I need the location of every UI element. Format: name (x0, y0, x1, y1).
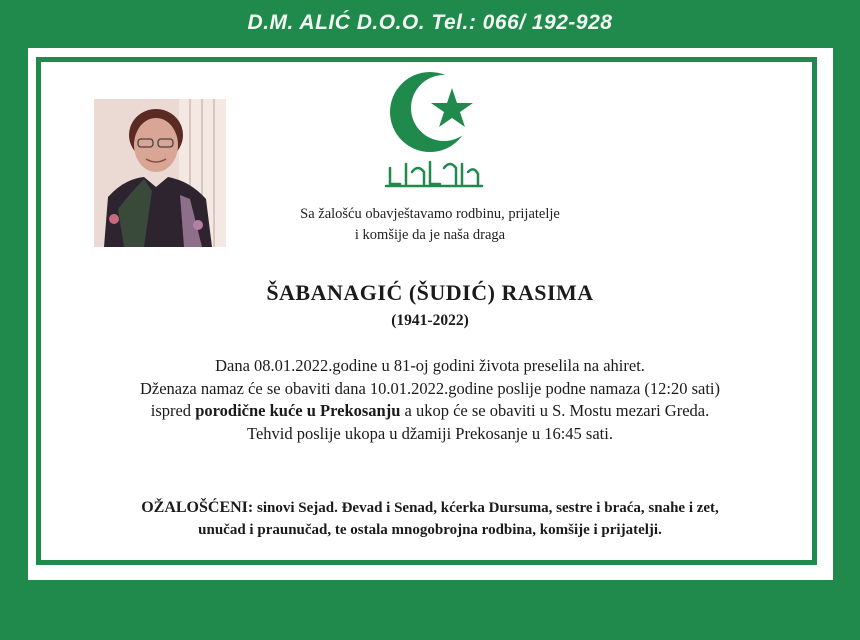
details-line-3 (50, 400, 810, 423)
mourners-line-2: unučad i praunučad, te ostala mnogobrojna rodbina, komšije i prijatelji. (198, 522, 662, 538)
details-line-1: Dana 08.01.2022.godine u 81-oj godini života preselila na ahiret. (215, 356, 645, 375)
mourners-label: OŽALOŠĆENI: (141, 499, 254, 516)
calligraphy-icon (386, 162, 482, 186)
details-line-4: Tehvid poslije ukopa u džamiji Prekosanje u 16:45 sati. (247, 423, 613, 443)
intro-text (260, 204, 600, 246)
header-banner (0, 0, 860, 46)
life-years: (1941-2022) (391, 312, 469, 329)
portrait-photo (94, 99, 226, 247)
deceased-name: ŠABANAGIĆ (ŠUDIĆ) RASIMA (266, 280, 594, 305)
mourners-line-1 (60, 497, 800, 519)
mourners-text-1: sinovi Sejad. Đevad i Senad, kćerka Dursuma, sestre i braća, snahe i zet, (253, 500, 719, 516)
crescent-star-icon (378, 68, 488, 198)
details-line-3-post: a ukop će se obaviti u S. Mostu mezari Greda. (400, 401, 710, 420)
intro-line-2: i komšije da je naša draga (354, 227, 506, 243)
bottom-band (0, 580, 860, 640)
funeral-details (50, 355, 810, 445)
details-line-2: Dženaza namaz će se obaviti dana 10.01.2022.godine poslije podne namaza (12:20 sati) (139, 378, 721, 398)
details-line-3-bold: porodične kuće u Prekosanju (195, 401, 401, 420)
mourners-section (60, 497, 800, 541)
details-line-3-pre: ispred (150, 401, 196, 420)
intro-line-1: Sa žalošću obavještavamo rodbinu, prijatelje (300, 206, 560, 222)
company-contact: D.M. ALIĆ D.O.O. Tel.: 066/ 192-928 (247, 11, 613, 34)
